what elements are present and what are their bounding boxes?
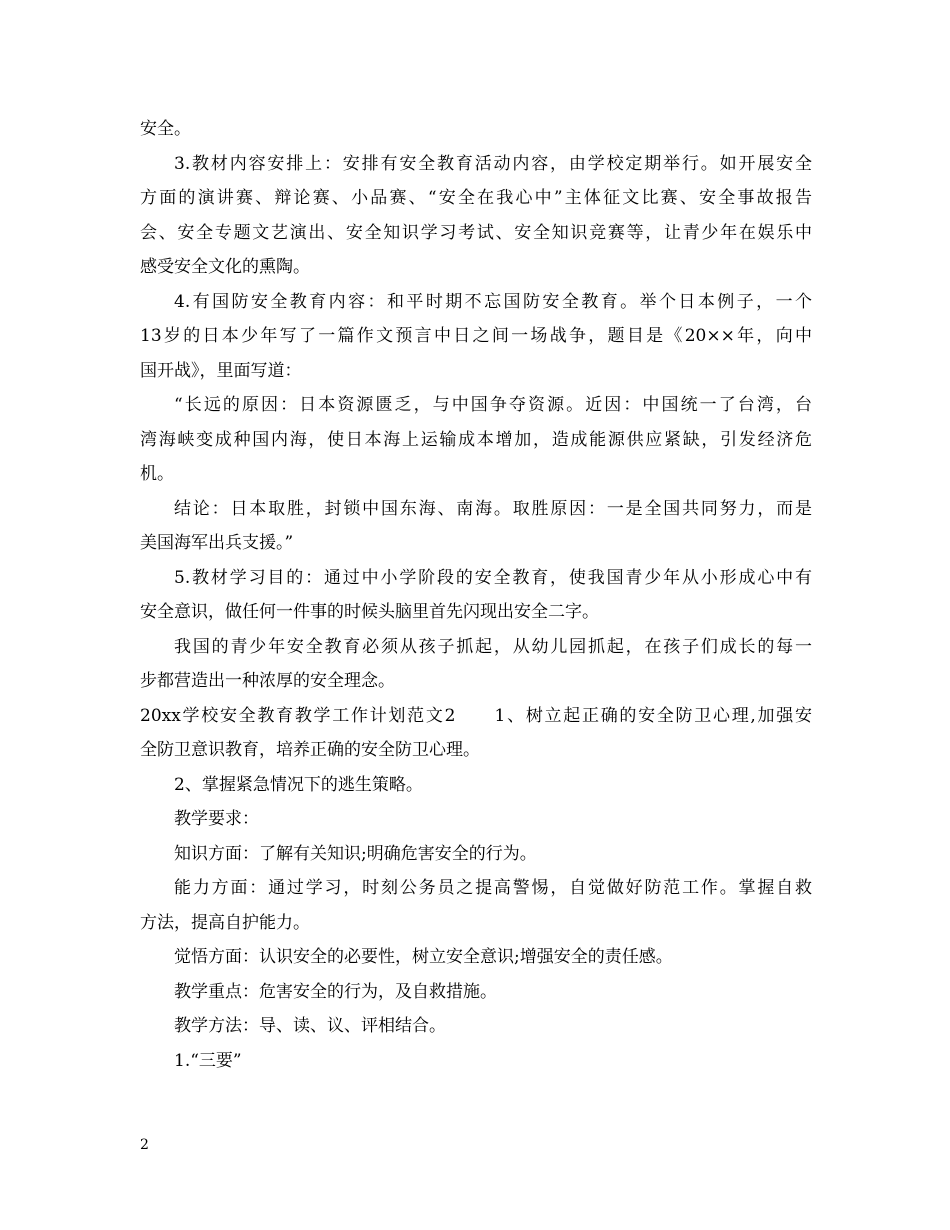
text-line: 安全。 bbox=[140, 119, 191, 139]
text-line: 我国的青少年安全教育必须从孩子抓起，从幼儿园抓起，在孩子们成长的每一 bbox=[174, 636, 812, 657]
text-line: 湾海峡变成种国内海，使日本海上运输成本增加，造成能源供应紧缺，引发经济危 bbox=[140, 429, 812, 450]
text-line: 5.教材学习目的：通过中小学阶段的安全教育，使我国青少年从小形成心中有 bbox=[174, 567, 812, 588]
text-line: 机。 bbox=[140, 464, 174, 484]
text-line: 方面的演讲赛、辩论赛、小品赛、“安全在我心中”主体征文比赛、安全事故报告 bbox=[140, 188, 812, 208]
text-line: 4.有国防安全教育内容：和平时期不忘国防安全教育。举个日本例子，一个 bbox=[174, 291, 812, 312]
text-line: 教学要求： bbox=[174, 809, 259, 829]
text-line: 结论：日本取胜，封锁中国东海、南海。取胜原因：一是全国共同努力，而是 bbox=[174, 498, 812, 519]
text-line: 教学重点：危害安全的行为，及自救措施。 bbox=[174, 981, 497, 1002]
document-body bbox=[140, 112, 812, 1078]
text-line: 安全意识，做任何一件事的时候头脑里首先闪现出安全二字。 bbox=[140, 602, 599, 622]
text-line: 1.“三要” bbox=[174, 1050, 242, 1071]
text-line: 13岁的日本少年写了一篇作文预言中日之间一场战争，题目是《20××年，向中 bbox=[140, 326, 812, 346]
text-line: 能力方面：通过学习，时刻公务员之提高警惕，自觉做好防范工作。掌握自救 bbox=[174, 878, 812, 898]
text-line: 会、安全专题文艺演出、安全知识学习考试、安全知识竞赛等，让青少年在娱乐中 bbox=[140, 222, 812, 243]
page-number: 2 bbox=[140, 1137, 149, 1153]
text-line: 全防卫意识教育，培养正确的安全防卫心理。 bbox=[140, 740, 480, 760]
text-line: 教学方法：导、读、议、评相结合。 bbox=[174, 1016, 446, 1036]
section-heading-line: 20xx学校安全教育教学工作计划范文2 1、树立起正确的安全防卫心理,加强安 bbox=[140, 705, 812, 726]
text-line: “长远的原因：日本资源匮乏，与中国争夺资源。近因：中国统一了台湾，台 bbox=[174, 395, 812, 415]
text-line: 美国海军出兵支援。” bbox=[140, 533, 294, 553]
text-line: 步都营造出一种浓厚的安全理念。 bbox=[140, 671, 395, 691]
text-line: 2、掌握紧急情况下的逃生策略。 bbox=[174, 774, 423, 795]
text-line: 国开战》，里面写道： bbox=[140, 360, 302, 381]
text-line: 觉悟方面：认识安全的必要性，树立安全意识;增强安全的责任感。 bbox=[174, 947, 673, 967]
text-line: 知识方面：了解有关知识;明确危害安全的行为。 bbox=[174, 843, 537, 864]
text-line: 感受安全文化的熏陶。 bbox=[140, 257, 310, 277]
text-line: 3.教材内容安排上：安排有安全教育活动内容，由学校定期举行。如开展安全 bbox=[174, 153, 812, 174]
text-line: 方法，提高自护能力。 bbox=[140, 912, 310, 933]
